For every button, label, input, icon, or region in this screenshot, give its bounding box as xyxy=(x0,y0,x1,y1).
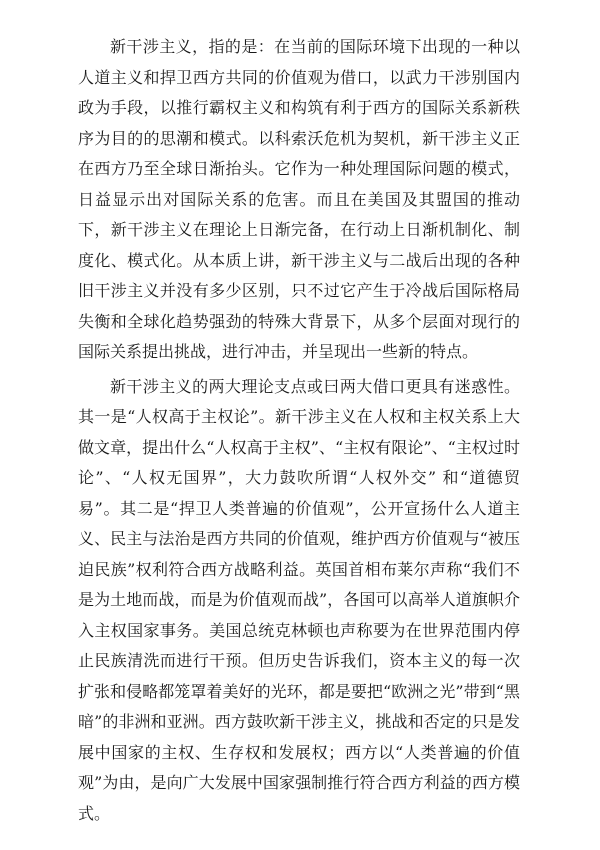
document-body xyxy=(78,32,520,829)
paragraph-theoretical-pillars: 新干涉主义的两大理论支点或曰两大借口更具有迷惑性。其一是“人权高于主权论”。新干涉主义在人权和主权关系上大做文章，提出什么“人权高于主权”、“主权有限论”、“主权过时论”、“人权无国界”，大力鼓吹所谓“人权外交” 和“道德贸易”。其二是“捍卫人类普遍的价值观”，公开宣扬什么人道主义、民主与法治是西方共同的价值观，维护西方价值观与“被压迫民族”权利符合西方战略利益。英国首相布莱尔声称“我们不是为土地而战，而是为价值观而战”，各国可以高举人道旗帜介入主权国家事务。美国总统克林顿也声称要为在世界范围内停止民族清洗而进行干预。但历史告诉我们，资本主义的每一次扩张和侵略都笼罩着美好的光环，都是要把“欧洲之光”带到“黑暗”的非洲和亚洲。西方鼓吹新干涉主义，挑战和否定的只是发展中国家的主权、生存权和发展权；西方以“人类普遍的价值观”为由，是向广大发展中国家强制推行符合西方利益的西方模式。 xyxy=(78,376,520,823)
paragraph-new-interventionism-definition: 新干涉主义，指的是：在当前的国际环境下出现的一种以人道主义和捍卫西方共同的价值观为借口，以武力干涉别国内政为手段，以推行霸权主义和构筑有利于西方的国际关系新秩序为目的的思潮和模式。以科索沃危机为契机，新干涉主义正在西方乃至全球日渐抬头。它作为一种处理国际问题的模式，日益显示出对国际关系的危害。而且在美国及其盟国的推动下，新干涉主义在理论上日渐完备，在行动上日渐机制化、制度化、模式化。从本质上讲，新干涉主义与二战后出现的各种旧干涉主义并没有多少区别，只不过它产生于冷战后国际格局失衡和全球化趋势强劲的特殊大背景下，从多个层面对现行的国际关系提出挑战，进行冲击，并呈现出一些新的特点。 xyxy=(78,37,520,361)
